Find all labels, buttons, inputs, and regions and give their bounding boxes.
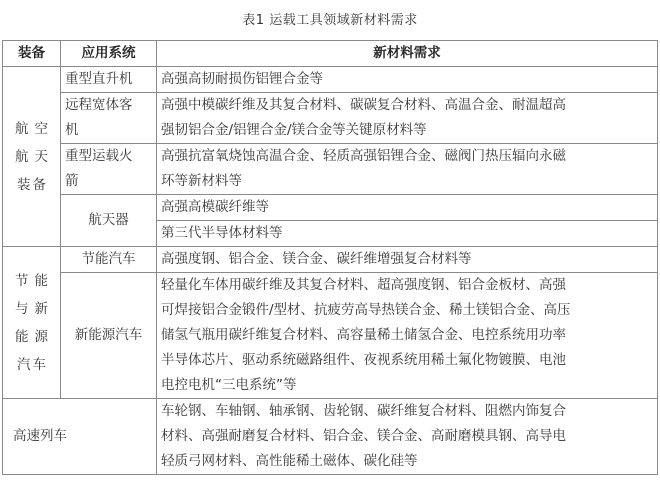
category-aerospace: 航空 航天 装备 [3,67,61,247]
table-row [3,93,658,144]
requirement-cell: 轻量化车体用碳纤维及其复合材料、超高强度钢、铝合金板材、高强 可焊接铝合金锻件/型材、抗疲劳高导热镁合金、稀土镁铝合金、高压 储氢气瓶用碳纤维复合材料、高容量稀土储氢合金、电控系统用功率 半导体芯片、驱动系统磁路组件、夜视系统用稀土氟化物镀膜、电池 电控电机“三电系统”等 [157,273,658,399]
system-cell: 重型直升机 [61,67,157,93]
materials-requirement-table [2,40,658,475]
table-row [3,399,658,475]
table-row [3,247,658,273]
requirement-cell: 高强高模碳纤维等 [157,195,658,221]
header-equipment: 装备 [3,41,61,67]
header-requirement: 新材料需求 [157,41,658,67]
table-row [3,273,658,399]
table-row [3,195,658,221]
system-cell: 远程宽体客 机 [61,93,157,144]
requirement-cell: 高强高韧耐损伤铝锂合金等 [157,67,658,93]
table-caption: 表1 运载工具领域新材料需求 [242,13,418,28]
requirement-cell: 高强度钢、铝合金、镁合金、碳纤维增强复合材料等 [157,247,658,273]
table-header-row [3,41,658,67]
system-cell: 新能源汽车 [61,273,157,399]
system-cell: 航天器 [61,195,157,247]
header-system: 应用系统 [61,41,157,67]
category-vehicles: 节能 与新 能源 汽车 [3,247,61,399]
requirement-cell: 高强中模碳纤维及其复合材料、碳碳复合材料、高温合金、耐温超高 强韧铝合金/铝锂合金/镁合金等关键原材料等 [157,93,658,144]
requirement-cell: 高强抗富氧烧蚀高温合金、轻质高强铝锂合金、磁阀门热压辐向永磁 环等新材料等 [157,144,658,195]
system-cell: 重型运载火 箭 [61,144,157,195]
requirement-cell: 车轮钢、车轴钢、轴承钢、齿轮钢、碳纤维复合材料、阻燃内饰复合 材料、高强耐磨复合材料、铝合金、镁合金、高耐磨模具钢、高导电 轻质弓网材料、高性能稀土磁体、碳化硅等 [157,399,658,475]
category-rail: 高速列车 [3,399,157,475]
requirement-cell: 第三代半导体材料等 [157,221,658,247]
table-row [3,67,658,93]
system-cell: 节能汽车 [61,247,157,273]
table-row [3,144,658,195]
